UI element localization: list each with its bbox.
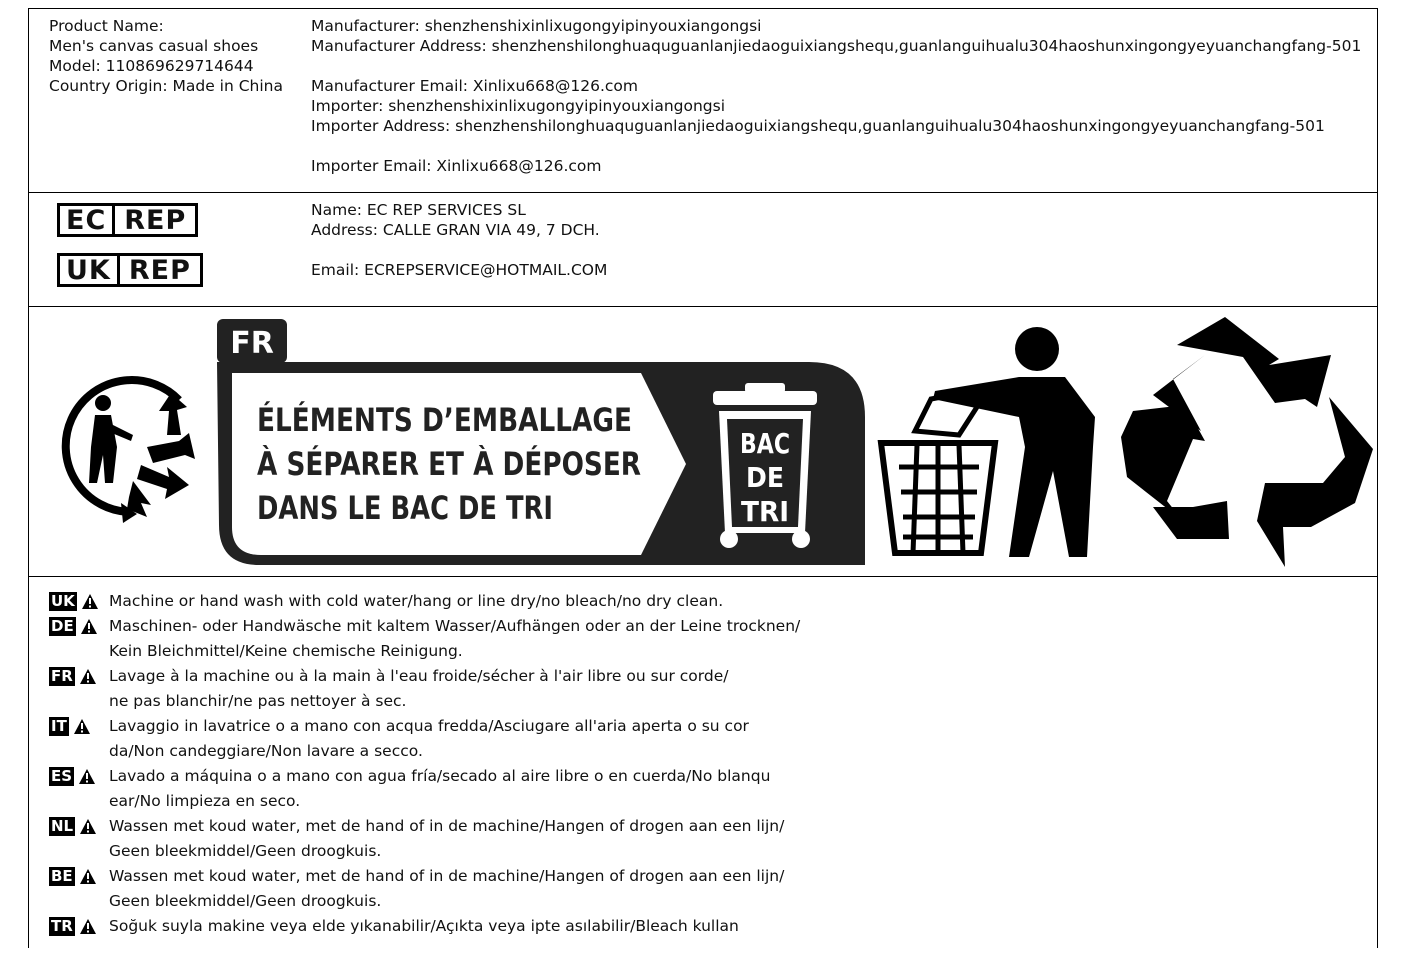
importer-address: Importer Address: shenzhenshilonghuaquguanlanjiedaoguixiangshequ,guanlanguihualu304haoshunxingongyeyuanchangfang-501 (311, 117, 1325, 135)
model-number: Model: 110869629714644 (49, 57, 254, 75)
country-code-badge: DE (51, 616, 74, 635)
importer-email: Importer Email: Xinlixu668@126.com (311, 157, 602, 175)
product-name-label: Product Name: (49, 17, 164, 35)
warning-icon (79, 868, 97, 885)
care-text-line-1: Maschinen- oder Handwäsche mit kaltem Wasser/Aufhängen oder an der Leine trocknen/ (109, 617, 801, 635)
product-info-section (29, 9, 1377, 193)
ec-rep-mark-left: EC (66, 204, 107, 236)
care-instructions-section (29, 577, 1377, 957)
care-instruction-item (49, 814, 800, 864)
warning-icon (73, 718, 91, 735)
country-code-badge: ES (51, 766, 73, 785)
care-instructions-list (49, 589, 800, 964)
warning-icon (79, 918, 97, 935)
care-text-line-2: Geen bleekmiddel/Geen droogkuis. (109, 842, 382, 860)
care-text-line-1: Machine or hand wash with cold water/hang or line dry/no bleach/no dry clean. (109, 592, 724, 610)
label-sheet (28, 8, 1378, 948)
warning-icon (79, 818, 97, 835)
uk-rep-mark-left: UK (66, 254, 111, 286)
recycling-graphics (29, 307, 1376, 575)
manufacturer-details (311, 16, 1361, 176)
rep-details (311, 200, 607, 280)
care-text-line-2: ne pas blanchir/ne pas nettoyer à sec. (109, 692, 407, 710)
care-instruction-item (49, 589, 800, 614)
care-text-line-1: Soğuk suyla makine veya elde yıkanabilir/Açıkta veya ipte asılabilir/Bleach kullan (109, 917, 739, 935)
triman-line-1: ÉLÉMENTS D’EMBALLAGE (257, 401, 632, 439)
triman-line-3: DANS LE BAC DE TRI (257, 489, 553, 527)
country-code-badge: FR (51, 666, 73, 685)
triman-line-2: À SÉPARER ET À DÉPOSER (257, 445, 641, 483)
care-instruction-item (49, 864, 800, 914)
product-details (49, 16, 283, 96)
importer-name: Importer: shenzhenshixinlixugongyipinyouxiangongsi (311, 97, 726, 115)
rep-section (29, 193, 1377, 307)
care-text-line-1: Wassen met koud water, met de hand of in de machine/Hangen of drogen aan een lijn/ (109, 817, 785, 835)
rep-address: Address: CALLE GRAN VIA 49, 7 DCH. (311, 221, 600, 239)
fr-badge: FR (230, 326, 274, 361)
tidyman-icon (881, 327, 1095, 557)
care-instruction-item (49, 664, 800, 714)
uk-rep-mark-right: REP (117, 256, 200, 284)
bin-label-1: BAC (740, 427, 790, 460)
rep-name: Name: EC REP SERVICES SL (311, 201, 526, 219)
care-instruction-item (49, 914, 800, 964)
care-text-line-1: Lavado a máquina o a mano con agua fría/secado al aire libre o en cuerda/No blanqu (109, 767, 771, 785)
triman-info-block (217, 319, 865, 565)
care-text-line-1: Wassen met koud water, met de hand of in de machine/Hangen of drogen aan een lijn/ (109, 867, 785, 885)
warning-icon (78, 768, 96, 785)
manufacturer-name: Manufacturer: shenzhenshixinlixugongyipinyouxiangongsi (311, 17, 762, 35)
care-instruction-item (49, 764, 800, 814)
bin-label-3: TRI (741, 495, 789, 528)
country-code-badge: TR (51, 916, 73, 935)
care-text-line-2: Kein Bleichmittel/Keine chemische Reinigung. (109, 642, 463, 660)
rep-email: Email: ECREPSERVICE@HOTMAIL.COM (311, 261, 608, 279)
country-code-badge: NL (51, 816, 74, 835)
recycling-section (29, 307, 1377, 577)
care-text-line-2: ear/No limpieza en seco. (109, 792, 301, 810)
care-instruction-item (49, 714, 800, 764)
warning-icon (81, 593, 99, 610)
manufacturer-email: Manufacturer Email: Xinlixu668@126.com (311, 77, 638, 95)
care-text-line-2: Geen bleekmiddel/Geen droogkuis. (109, 892, 382, 910)
warning-icon (80, 618, 98, 635)
country-origin: Country Origin: Made in China (49, 77, 284, 95)
manufacturer-address: Manufacturer Address: shenzhenshilonghuaquguanlanjiedaoguixiangshequ,guanlanguihualu304haoshunxingongyeyuanchangfang-501 (311, 37, 1362, 55)
care-instruction-item (49, 614, 800, 664)
country-code-badge: UK (51, 591, 75, 610)
bin-label-2: DE (746, 461, 784, 494)
country-code-badge: BE (51, 866, 73, 885)
ec-rep-mark (57, 203, 198, 237)
triman-icon (66, 380, 195, 523)
warning-icon (79, 668, 97, 685)
recycle-icon (1121, 317, 1373, 567)
country-code-badge: IT (51, 716, 67, 735)
ec-rep-mark-right: REP (112, 206, 195, 234)
care-text-line-2: da/Non candeggiare/Non lavare a secco. (109, 742, 423, 760)
care-text-line-1: Lavaggio in lavatrice o a mano con acqua fredda/Asciugare all'aria aperta o su cor (109, 717, 749, 735)
uk-rep-mark (57, 253, 203, 287)
care-text-line-1: Lavage à la machine ou à la main à l'eau froide/sécher à l'air libre ou sur corde/ (109, 667, 729, 685)
product-name: Men's canvas casual shoes (49, 37, 259, 55)
